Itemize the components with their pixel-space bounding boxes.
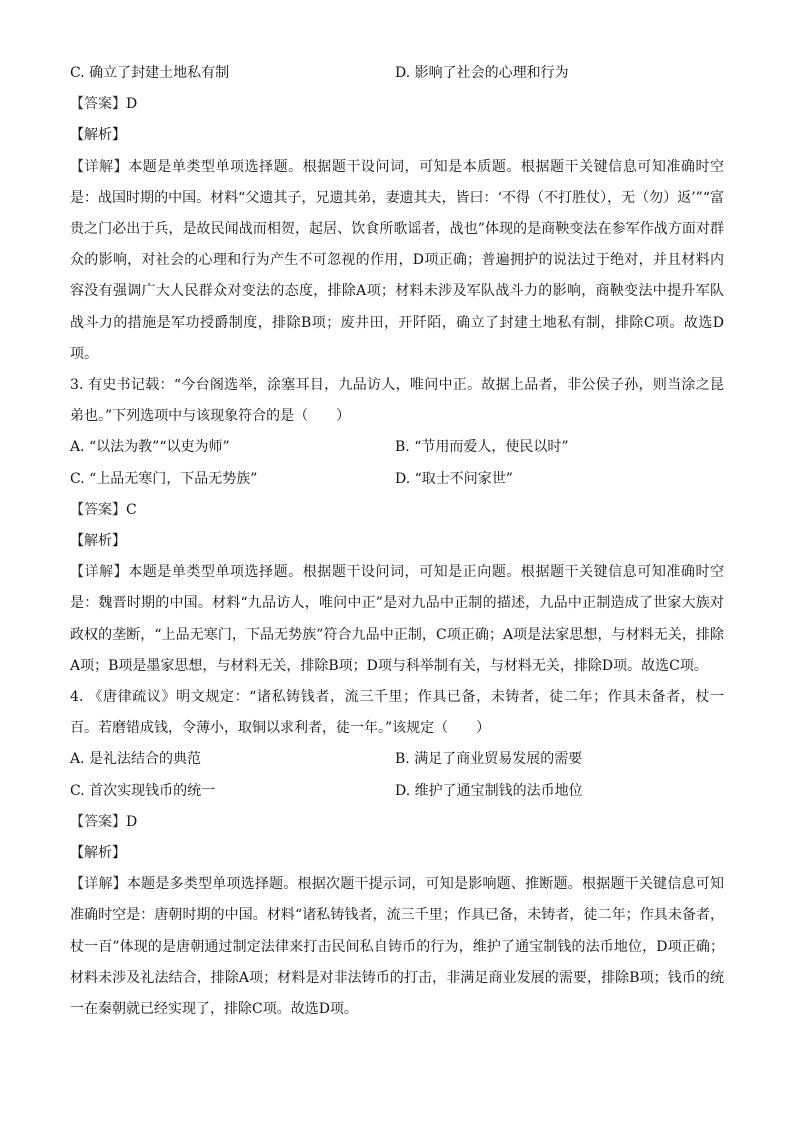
- q4-options-row-ab: [70, 744, 724, 775]
- q4-stem: 4. 《唐律疏议》明文规定：“诸私铸钱者，流三千里；作具已备，未铸者，徒二年；作具未备者，杖一百。若磨错成钱，令薄小，取铜以求利者，徒一年。”该规定（ ）: [70, 688, 724, 737]
- detail-text: 本题是单类型单项选择题。根据题干设问词，可知是本质题。根据题干关键信息可知准确时空是：战国时期的中国。材料“父遗其子，兄遗其弟，妻遗其夫，皆曰：‘不得（不打胜仗），无（勿）返’”“富贵之门必出于兵，是故民闻战而相贺，起居、饮食所歌谣者，战也”体现的是商鞅变法在参军作战方面对群众的影响，对社会的心理和行为产生不可忽视的作用，D项正确；普遍拥护的说法过于绝对，并且材料内容没有强调广大人民群众对变法的态度，排除A项；材料未涉及军队战斗力的影响，商鞅变法中提升军队战斗力的措施是军功授爵制度，排除B项；废井田，开阡陌，确立了封建土地私有制，排除C项。故选D项。: [70, 158, 725, 362]
- answer-value: D: [126, 813, 138, 830]
- q4-options-row-cd: [70, 776, 724, 807]
- document-page: [70, 58, 724, 1025]
- q3-option-b: B. “节用而爱人，使民以时”: [395, 439, 569, 456]
- q4-option-d: D. 维护了通宝制钱的法币地位: [395, 782, 583, 799]
- q3-analysis-label: 【解析】: [70, 532, 126, 549]
- q3-option-d: D. “取士不问家世”: [395, 470, 513, 487]
- detail-label: 【详解】: [70, 876, 127, 893]
- q3-option-a: A. “以法为教”“以吏为师”: [70, 439, 230, 456]
- q4-analysis-label: 【解析】: [70, 844, 126, 861]
- q3-stem: 3. 有史书记载：“今台阁选举，涂塞耳目，九品访人，唯问中正。故据上品者，非公侯子孙，则当涂之昆弟也。”下列选项中与该现象符合的是（ ）: [70, 376, 724, 425]
- answer-label: 【答案】: [70, 501, 126, 518]
- q2-option-c: C. 确立了封建土地私有制: [70, 65, 230, 81]
- q2-analysis-label: 【解析】: [70, 127, 126, 144]
- detail-text: 本题是单类型单项选择题。根据题干设问词，可知是正向题。根据题干关键信息可知准确时空是：魏晋时期的中国。材料“九品访人，唯问中正”是对九品中正制的描述，九品中正制造成了世家大族对政权的垄断，“上品无寒门，下品无势族”符合九品中正制，C项正确；A项是法家思想，与材料无关，排除A项；B项是墨家思想，与材料无关，排除B项；D项与科举制有关，与材料无关，排除D项。故选C项。: [70, 564, 725, 674]
- q3-detail: [70, 557, 724, 682]
- answer-label: 【答案】: [70, 96, 126, 113]
- q4-option-b: B. 满足了商业贸易发展的需要: [395, 751, 583, 768]
- detail-label: 【详解】: [70, 158, 129, 175]
- q4-detail: [70, 869, 724, 1025]
- detail-text: 本题是多类型单项选择题。根据次题干提示词，可知是影响题、推断题。根据题干关键信息可知准确时空是：唐朝时期的中国。材料“诸私铸钱者，流三千里；作具已备，未铸者，徒二年；作具未备者，杖一百”体现的是唐朝通过制定法律来打击民间私自铸币的行为，维护了通宝制钱的法币地位，D项正确；材料未涉及礼法结合，排除A项；材料是对非法铸币的打击，非满足商业发展的需要，排除B项；钱币的统一在秦朝就已经实现了，排除C项。故选D项。: [70, 876, 724, 1017]
- q3-option-c: C. “上品无寒门，下品无势族”: [70, 470, 258, 487]
- q4-option-c: C. 首次实现钱币的统一: [70, 782, 216, 799]
- q3-options-row-cd: [70, 464, 724, 495]
- q3-options-row-ab: [70, 432, 724, 463]
- q3-answer: [70, 495, 724, 526]
- q2-answer: [70, 89, 724, 120]
- q2-option-d: D. 影响了社会的心理和行为: [395, 65, 569, 81]
- q4-option-a: A. 是礼法结合的典范: [70, 751, 202, 768]
- q2-options-row-cd: [70, 58, 724, 89]
- answer-value: D: [126, 96, 138, 113]
- answer-label: 【答案】: [70, 813, 126, 830]
- q2-detail: [70, 152, 724, 370]
- q4-answer: [70, 807, 724, 838]
- detail-label: 【详解】: [70, 564, 129, 581]
- answer-value: C: [126, 501, 137, 518]
